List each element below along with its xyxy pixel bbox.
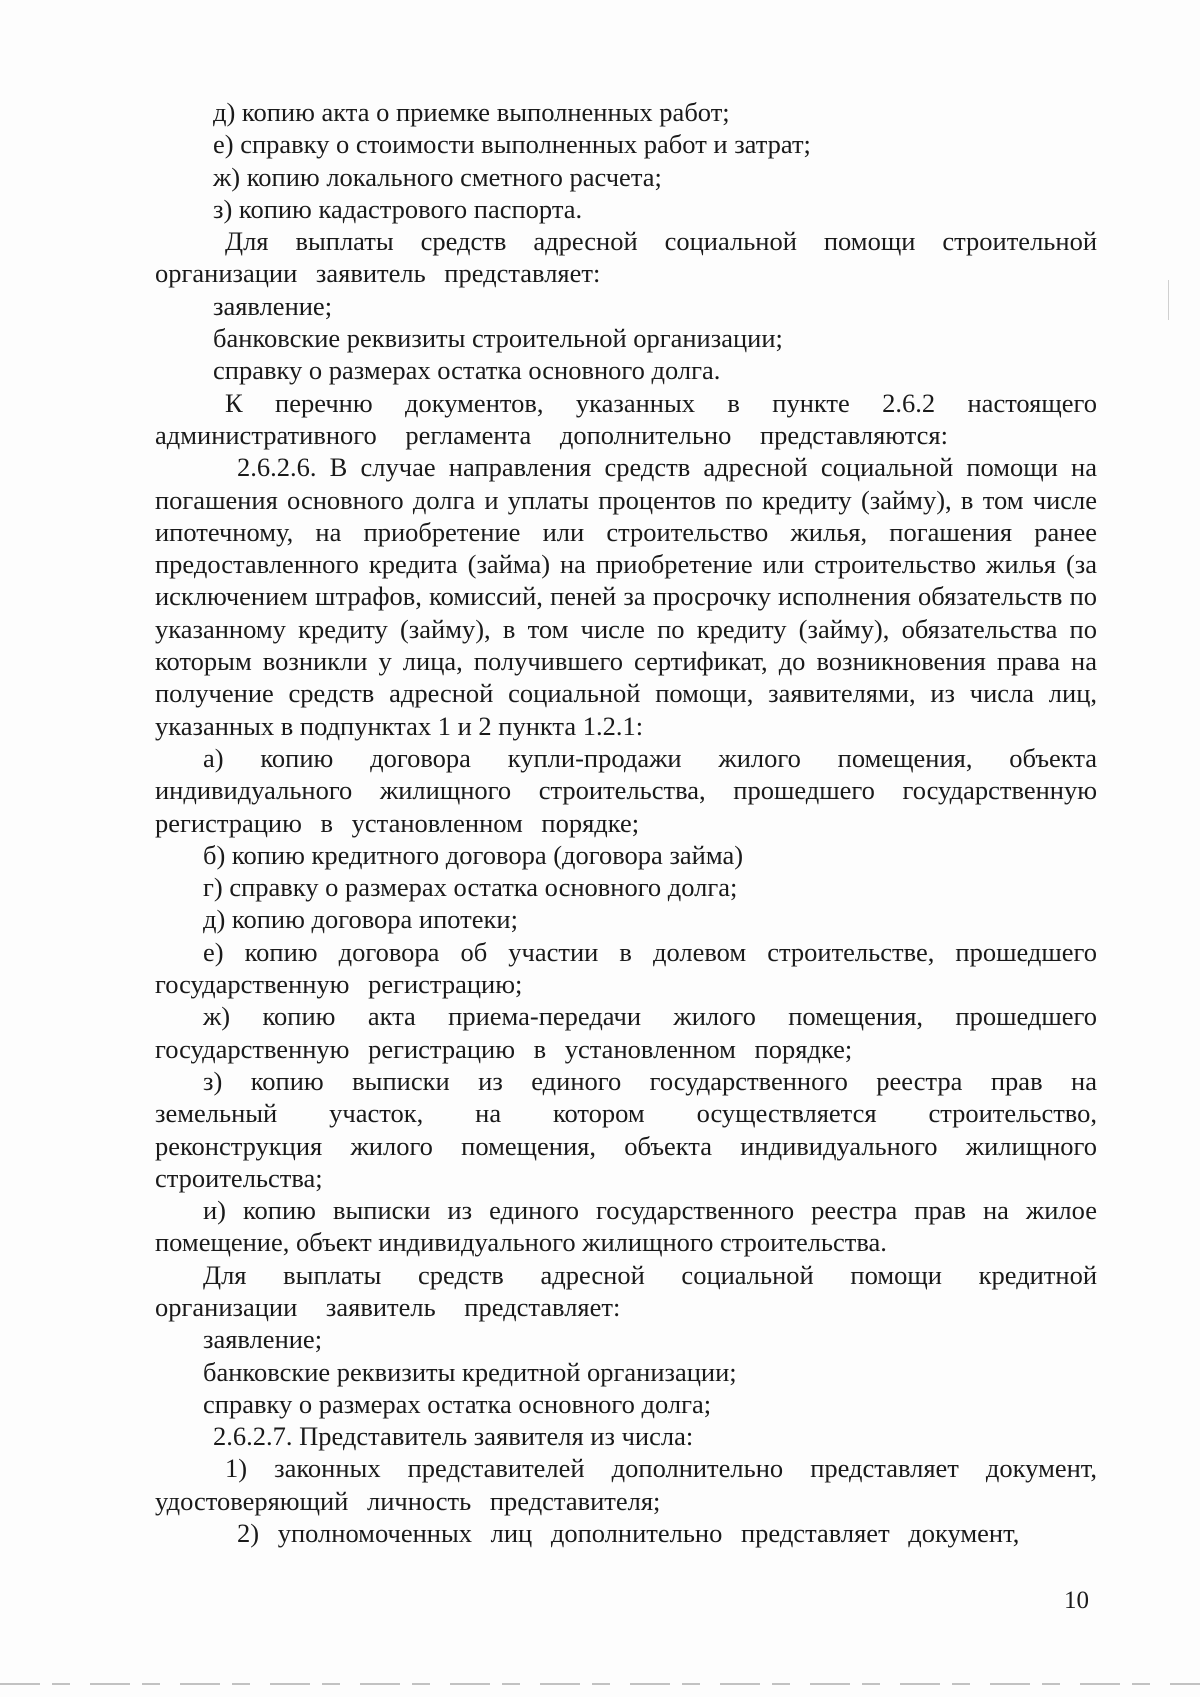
list-item-debt-certificate: справку о размерах остатка основного долга. — [213, 355, 721, 386]
list-item-i-housing-extract: и) копию выписки из единого государственного реестра прав на жилое помещение, объект индивидуального жилищного строительства. — [155, 1195, 1097, 1258]
page-number: 10 — [1064, 1587, 1089, 1614]
list-item-application: заявление; — [213, 290, 333, 321]
list-item-d-mortgage: д) копию договора ипотеки; — [203, 904, 518, 935]
list-item-z-cadastral: з) копию кадастрового паспорта. — [213, 193, 583, 224]
list-item-bank-details-construction: банковские реквизиты строительной организации; — [213, 323, 783, 354]
list-item-zh-estimate: ж) копию локального сметного расчета; — [213, 161, 662, 192]
list-item-z-land-extract: з) копию выписки из единого государственного реестра прав на земельный участок, на котором осуществляется строительство, реконструкция жилого помещения, объекта индивидуального жилищного строительства; — [155, 1065, 1097, 1193]
paragraph-additional-documents: К перечню документов, указанных в пункте 2.6.2 настоящего административного регламента дополнительно представляются: — [155, 387, 1097, 450]
list-item-application-2: заявление; — [203, 1324, 323, 1355]
list-item-bank-details-credit: банковские реквизиты кредитной организации; — [203, 1356, 737, 1387]
paragraph-2-6-2-6: 2.6.2.6. В случае направления средств адресной социальной помощи на погашения основного долга и уплаты процентов по кредиту (займу), в том числе ипотечному, на приобретение или строительство жилья, погашения ранее предоставленного кредита (займа) на приобретение или строительство жилья (за исключением штрафов, комиссий, пеней за просрочку исполнения обязательств по указанному кредиту (займу), в том числе по кредиту (займу), обязательства по которым возникли у лица, получившего сертификат, до возникновения права на получение средств адресной социальной помощи, заявителями, из числа лиц, указанных в подпунктах 1 и 2 пункта 1.2.1: — [155, 452, 1097, 741]
paragraph-credit-org-payment: Для выплаты средств адресной социальной помощи кредитной организации заявитель представляет: — [155, 1259, 1097, 1322]
list-item-2-authorized-persons: 2) уполномоченных лиц дополнительно представляет документ, — [237, 1518, 1020, 1549]
paragraph-construction-org-payment: Для выплаты средств адресной социальной помощи строительной организации заявитель представляет: — [155, 226, 1097, 289]
list-item-d-act: д) копию акта о приемке выполненных работ; — [213, 97, 730, 127]
list-item-b-credit-contract: б) копию кредитного договора (договора займа) — [203, 839, 744, 870]
list-item-zh-transfer-act: ж) копию акта приема-передачи жилого помещения, прошедшего государственную регистрацию в установленном порядке; — [155, 1001, 1097, 1064]
scan-bottom-border — [0, 1683, 1200, 1685]
list-item-a-sale-contract: а) копию договора купли-продажи жилого помещения, объекта индивидуального жилищного строительства, прошедшего государственную регистрацию в установленном порядке; — [155, 742, 1097, 838]
list-item-e-cost: е) справку о стоимости выполненных работ и затрат; — [213, 129, 811, 160]
list-item-debt-certificate-2: справку о размерах остатка основного долга; — [203, 1388, 712, 1419]
document-body — [155, 96, 1097, 1549]
list-item-e-shared-construction: е) копию договора об участии в долевом строительстве, прошедшего государственную регистрацию; — [155, 936, 1097, 1000]
scan-edge-mark — [1168, 280, 1169, 320]
list-item-1-legal-representatives: 1) законных представителей дополнительно представляет документ, удостоверяющий личность представителя; — [155, 1453, 1097, 1516]
list-item-g-debt-certificate: г) справку о размерах остатка основного долга; — [203, 872, 738, 903]
paragraph-2-6-2-7: 2.6.2.7. Представитель заявителя из числа: — [213, 1421, 694, 1452]
